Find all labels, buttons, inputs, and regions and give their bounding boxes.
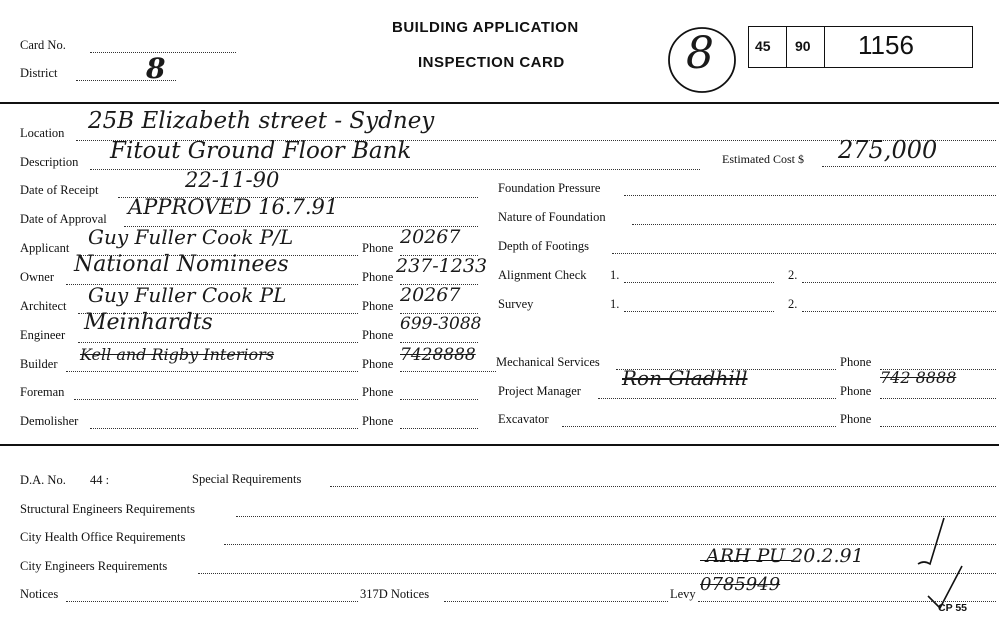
code-a: 45 [755, 38, 771, 54]
architect-phone-label: Phone [362, 299, 394, 313]
architect-phone-value: 20267 [400, 284, 461, 306]
engineers-requirements-label: City Engineers Requirements [20, 559, 168, 573]
location-label: Location [20, 126, 65, 140]
top-divider [0, 102, 999, 104]
project-manager-value: Ron Gladhill [622, 366, 748, 390]
alignment-check-n2: 2. [788, 268, 798, 282]
owner-label: Owner [20, 270, 55, 284]
title-line2: INSPECTION CARD [418, 54, 565, 71]
notices-317d-label: 317D Notices [360, 587, 430, 601]
demolisher-phone-line [400, 428, 478, 429]
health-requirements-line [224, 544, 996, 545]
builder-line [66, 371, 358, 372]
demolisher-phone-label: Phone [362, 414, 394, 428]
code-divider-1 [786, 27, 787, 67]
builder-phone-line [400, 371, 496, 372]
owner-value: National Nominees [74, 252, 289, 277]
estimated-cost-line [822, 166, 996, 167]
architect-label: Architect [20, 299, 67, 313]
description-line [90, 169, 700, 170]
foundation-pressure-line [624, 195, 996, 196]
owner-phone-value: 237-1233 [396, 255, 488, 277]
footer-code: CP 55 [938, 602, 967, 614]
district-value: 8 [146, 52, 166, 85]
applicant-value: Guy Fuller Cook P/L [88, 225, 294, 249]
architect-value: Guy Fuller Cook PL [88, 283, 287, 307]
engineers-note-strike [700, 560, 792, 561]
applicant-phone-label: Phone [362, 241, 394, 255]
project-manager-phone-label: Phone [840, 384, 872, 398]
excavator-phone-label: Phone [840, 412, 872, 426]
project-manager-label: Project Manager [498, 384, 581, 398]
excavator-line [562, 426, 836, 427]
engineer-value: Meinhardts [84, 310, 213, 335]
date-of-receipt-label: Date of Receipt [20, 183, 99, 197]
survey-label: Survey [498, 297, 534, 311]
nature-of-foundation-line [632, 224, 996, 225]
foreman-line [74, 399, 358, 400]
alignment-check-n1: 1. [610, 268, 620, 282]
title-line1: BUILDING APPLICATION [392, 19, 579, 36]
foreman-phone-label: Phone [362, 385, 394, 399]
applicant-phone-value: 20267 [400, 226, 461, 248]
project-manager-line [598, 398, 836, 399]
notices-line [66, 601, 358, 602]
checkmark-icons [900, 512, 970, 612]
project-manager-phone-line [880, 398, 996, 399]
da-no-label: D.A. No. [20, 473, 66, 487]
code-c: 1156 [858, 30, 914, 60]
nature-of-foundation-label: Nature of Foundation [498, 210, 606, 224]
alignment-check-line-1 [624, 282, 774, 283]
applicant-label: Applicant [20, 241, 70, 255]
engineer-phone-label: Phone [362, 328, 394, 342]
location-value: 25B Elizabeth street - Sydney [88, 108, 435, 134]
engineer-phone-line [400, 342, 478, 343]
engineers-requirements-note: ARH PU 20.2.91 [706, 545, 864, 567]
estimated-cost-value: 275,000 [838, 136, 938, 164]
notices-label: Notices [20, 587, 59, 601]
description-label: Description [20, 155, 79, 169]
foundation-pressure-label: Foundation Pressure [498, 181, 601, 195]
depth-of-footings-line [612, 253, 996, 254]
description-value: Fitout Ground Floor Bank [110, 138, 412, 164]
mechanical-services-label: Mechanical Services [496, 355, 600, 369]
special-requirements-line [330, 486, 996, 487]
date-of-approval-value: APPROVED 16.7.91 [128, 195, 339, 219]
survey-line-1 [624, 311, 774, 312]
date-of-approval-label: Date of Approval [20, 212, 107, 226]
code-b: 90 [795, 38, 811, 54]
demolisher-line [90, 428, 358, 429]
levy-label: Levy [670, 587, 696, 601]
builder-label: Builder [20, 357, 58, 371]
date-of-receipt-value: 22-11-90 [185, 168, 280, 192]
notices-317d-line [444, 601, 668, 602]
special-requirements-label: Special Requirements [192, 472, 302, 486]
survey-line-2 [802, 311, 996, 312]
estimated-cost-label: Estimated Cost $ [722, 152, 804, 166]
engineer-label: Engineer [20, 328, 66, 342]
levy-value: 0785949 [700, 574, 781, 595]
health-requirements-label: City Health Office Requirements [20, 530, 186, 544]
builder-phone-label: Phone [362, 357, 394, 371]
code-divider-2 [824, 27, 825, 67]
middle-divider [0, 444, 999, 446]
circled-number: 8 [686, 28, 714, 79]
builder-value: Kell and Rigby Interiors [80, 345, 275, 364]
foreman-phone-line [400, 399, 478, 400]
survey-n1: 1. [610, 297, 620, 311]
district-label: District [20, 66, 58, 80]
alignment-check-label: Alignment Check [498, 268, 587, 282]
excavator-label: Excavator [498, 412, 549, 426]
structural-requirements-line [236, 516, 996, 517]
survey-n2: 2. [788, 297, 798, 311]
owner-phone-label: Phone [362, 270, 394, 284]
engineer-phone-value: 699-3088 [400, 314, 482, 334]
engineers-requirements-line [198, 573, 996, 574]
depth-of-footings-label: Depth of Footings [498, 239, 589, 253]
foreman-label: Foreman [20, 385, 65, 399]
builder-phone-value: 7428888 [400, 345, 476, 365]
card-no-label: Card No. [20, 38, 66, 52]
da-no-value: 44 : [90, 473, 110, 487]
demolisher-label: Demolisher [20, 414, 79, 428]
excavator-phone-line [880, 426, 996, 427]
project-manager-phone-value: 742 8888 [880, 368, 957, 387]
structural-requirements-label: Structural Engineers Requirements [20, 502, 195, 516]
alignment-check-line-2 [802, 282, 996, 283]
engineer-line [78, 342, 358, 343]
mechanical-services-phone-label: Phone [840, 355, 872, 369]
